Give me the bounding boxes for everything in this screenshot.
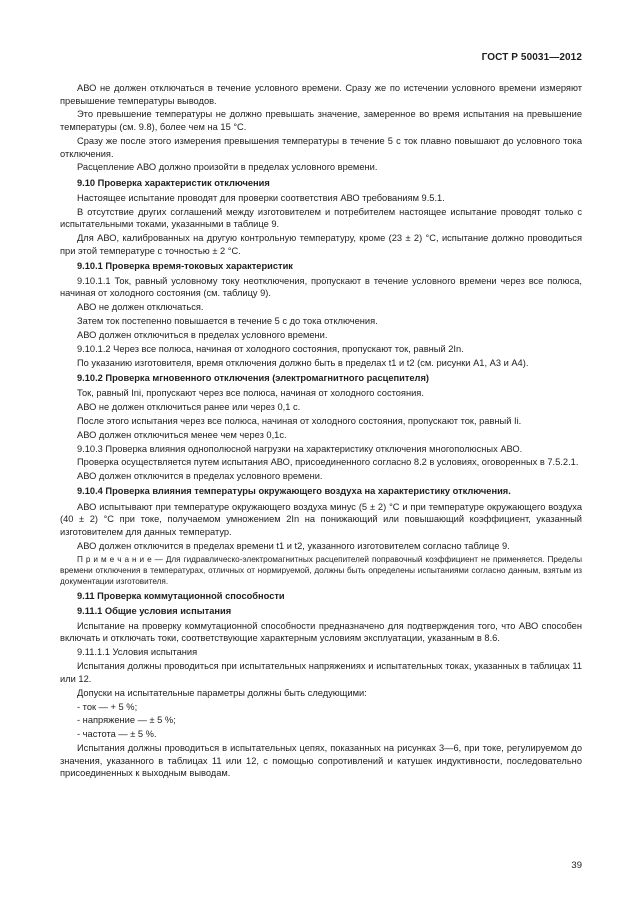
paragraph: После этого испытания через все полюса, начиная от холодного состояния, пропускают ток, равный Ii.: [77, 415, 522, 426]
list-item: - частота — ± 5 %.: [77, 729, 157, 740]
paragraph: Это превышение температуры не должно превышать значение, замеренное во время испытания на превышение температуры (см. 9.8), более чем на 15 °С.: [60, 109, 582, 133]
section-heading: 9.10.1 Проверка время-токовых характеристик: [77, 260, 293, 271]
page-content: [60, 82, 582, 781]
paragraph: В отсутствие других соглашений между изготовителем и потребителем настоящее испытание проводят только с испытательными токами, указанными в таблице 9.: [60, 206, 582, 230]
paragraph: Ток, равный Ini, пропускают через все полюса, начиная от холодного состояния.: [77, 388, 424, 399]
paragraph: Для АВО, калиброванных на другую контрольную температуру, кроме (23 ± 2) °С, испытание должно проводиться при этой температуре с точностью ± 2 °С.: [60, 233, 582, 256]
section-heading: 9.11.1 Общие условия испытания: [77, 605, 232, 616]
paragraph: АВО должен отключиться в пределах условного времени.: [77, 330, 328, 341]
paragraph: АВО испытывают при температуре окружающего воздуха минус (5 ± 2) °С и при температуре окружающего воздуха (40 ± 2) °С при токе, получаемом умножением 2In на понижающий или повышающий коэффициент, указанный изготовителем для данных температур.: [60, 501, 582, 537]
list-item: - ток — + 5 %;: [77, 701, 138, 712]
page-number: 39: [571, 860, 582, 871]
paragraph: Настоящее испытание проводят для проверки соответствия АВО требованиям 9.5.1.: [77, 192, 445, 203]
paragraph: АВО должен отключится в пределах условного времени.: [77, 471, 323, 482]
paragraph: АВО должен отключиться менее чем через 0,1с.: [77, 429, 287, 440]
paragraph: Испытания должны проводиться в испытательных цепях, показанных на рисунках 3—6, при токе, регулируемом до значения, указанного в таблицах 11 или 12, с помощью сопротивлений и катушек индуктивности, последовательно присоединенных к выходным выводам.: [60, 743, 582, 779]
paragraph: Допуски на испытательные параметры должны быть следующими:: [77, 687, 367, 698]
paragraph: 9.10.1.1 Ток, равный условному току неотключения, пропускают в течение условного времени через все полюса, начиная от холодного состояния (см. таблицу 9).: [60, 275, 582, 299]
paragraph: По указанию изготовителя, время отключения должно быть в пределах t1 и t2 (см. рисунки А1, А3 и А4).: [77, 357, 529, 368]
list-item: - напряжение — ± 5 %;: [77, 715, 176, 726]
paragraph: Проверка осуществляется путем испытания АВО, присоединенного согласно 8.2 в условиях, оговоренных в 7.5.2.1.: [77, 457, 579, 468]
standard-header: ГОСТ Р 50031—2012: [481, 52, 582, 63]
paragraph: АВО должен отключится в пределах времени t1 и t2, указанного изготовителем согласно таблице 9.: [77, 540, 510, 551]
section-heading: 9.10.2 Проверка мгновенного отключения (электромагнитного расцепителя): [77, 372, 429, 383]
paragraph: 9.10.1.2 Через все полюса, начиная от холодного состояния, пропускают ток, равный 2In.: [77, 343, 464, 354]
paragraph: АВО не должен отключаться.: [77, 302, 204, 313]
paragraph: Испытания должны проводиться при испытательных напряжениях и испытательных токах, указанных в таблицах 11 или 12.: [60, 661, 582, 684]
section-heading: 9.11 Проверка коммутационной способности: [77, 590, 285, 601]
paragraph: АВО не должен отключаться в течение условного времени. Сразу же по истечении условного времени измеряют превышение температуры выводов.: [60, 83, 582, 106]
paragraph: Испытание на проверку коммутационной способности предназначено для подтверждения того, что АВО способен включать и отключать токи, соответствующие характерным условиям эксплуатации, указанным в 8.6.: [60, 620, 582, 644]
paragraph: 9.10.3 Проверка влияния однополюсной нагрузки на характеристику отключения многополюсных АВО.: [77, 443, 523, 454]
section-heading: 9.10 Проверка характеристик отключения: [77, 177, 270, 188]
paragraph: Расцепление АВО должно произойти в пределах условного времени.: [77, 162, 378, 173]
paragraph: Сразу же после этого измерения превышения температуры в течение 5 с ток плавно повышают до условного тока отключения.: [60, 135, 582, 159]
section-heading: 9.10.4 Проверка влияния температуры окружающего воздуха на характеристику отключения.: [77, 486, 511, 497]
paragraph: АВО не должен отключиться ранее или через 0,1 с.: [77, 401, 301, 412]
paragraph: 9.11.1.1 Условия испытания: [77, 647, 198, 658]
paragraph: Затем ток постепенно повышается в течение 5 с до тока отключения.: [77, 316, 378, 327]
note-paragraph: П р и м е ч а н и е — Для гидравлическо-электромагнитных расцепителей поправочный коэффициент не применяется. Пределы времени отключения в температурах, отличных от нормируемой, должны быть определены испытаниями согласно данным, взятым из документации изготовителя.: [60, 554, 582, 586]
